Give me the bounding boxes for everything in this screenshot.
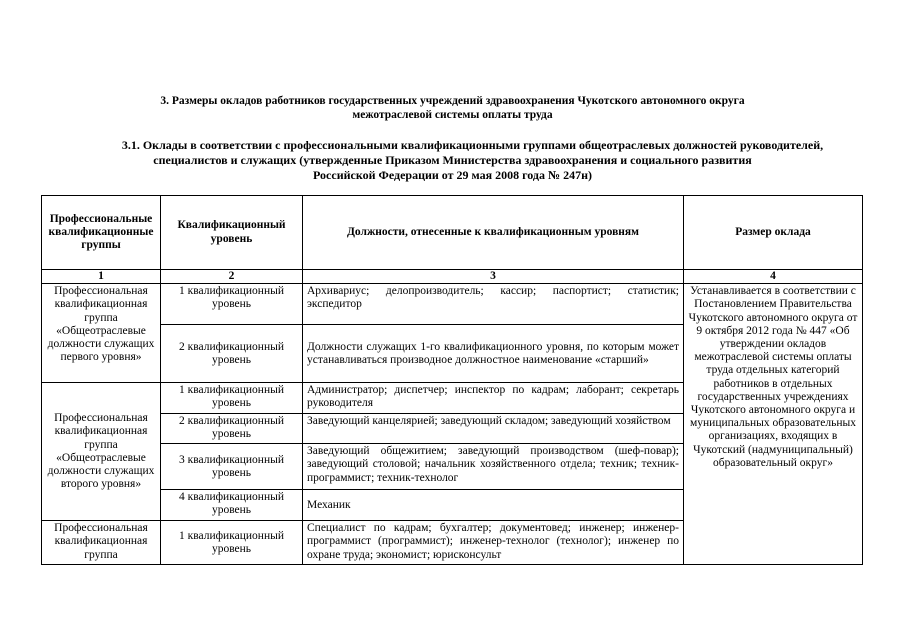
subsection-title-line2: специалистов и служащих (утвержденные Приказом Министерства здравоохранения и социального развития: [153, 153, 752, 167]
column-number: 1: [42, 270, 161, 284]
salary-table: [41, 195, 863, 565]
positions-cell: Заведующий общежитием; заведующий производством (шеф-повар); заведующий столовой; начальник хозяйственного отдела; техник; техник-программист; техник-технолог: [303, 444, 684, 490]
section-title-line1: 3. Размеры окладов работников государственных учреждений здравоохранения Чукотского автономного округа: [160, 95, 745, 107]
column-number: 4: [684, 270, 863, 284]
header-group: Профессиональные квалификационные группы: [42, 196, 161, 270]
positions-cell: Механик: [303, 490, 684, 521]
group-name: Профессиональная квалификационная группа: [42, 521, 161, 565]
level-cell: 1 квалификационный уровень: [161, 383, 303, 414]
level-cell: 4 квалификационный уровень: [161, 490, 303, 521]
level-cell: 1 квалификационный уровень: [161, 284, 303, 325]
subsection-title-line1: 3.1. Оклады в соответствии с профессиональными квалификационными группами общеотраслевых должностей руководителей,: [121, 138, 824, 152]
positions-cell: Должности служащих 1-го квалификационного уровня, по которым может устанавливаться производное должностное наименование «старший»: [303, 325, 684, 383]
positions-cell: Заведующий канцелярией; заведующий складом; заведующий хозяйством: [303, 414, 684, 444]
level-cell: 3 квалификационный уровень: [161, 444, 303, 490]
group-name: Профессиональная квалификационная группа «Общеотраслевые должности служащих первого уровня»: [42, 284, 161, 383]
level-cell: 2 квалификационный уровень: [161, 325, 303, 383]
column-number: 3: [303, 270, 684, 284]
positions-cell: Специалист по кадрам; бухгалтер; документовед; инженер; инженер-программист (программист); инженер-технолог (технолог); инженер по охране труда; экономист; юрисконсульт: [303, 521, 684, 565]
level-cell: 2 квалификационный уровень: [161, 414, 303, 444]
header-salary: Размер оклада: [684, 196, 863, 270]
subsection-title-line3: Российской Федерации от 29 мая 2008 года № 247н): [313, 168, 592, 182]
salary-note: Устанавливается в соответствии с Постановлением Правительства Чукотского автономного округа от 9 октября 2012 года № 447 «Об утверждении окладов межотраслевой системы оплаты труда отдельных категорий работников в отдельных государственных учреждениях Чукотского автономного округа и муниципальных образовательных организациях, входящих в Чукотский (надмуниципальный) образовательный округ»: [684, 284, 863, 565]
column-number-row: [42, 270, 863, 284]
header-positions: Должности, отнесенные к квалификационным уровням: [303, 196, 684, 270]
group-name: Профессиональная квалификационная группа «Общеотраслевые должности служащих второго уровня»: [42, 383, 161, 521]
header-row: [42, 196, 863, 270]
positions-cell: Администратор; диспетчер; инспектор по кадрам; лаборант; секретарь руководителя: [303, 383, 684, 414]
positions-cell: Архивариус; делопроизводитель; кассир; паспортист; статистик; экспедитор: [303, 284, 684, 325]
header-level: Квалификационный уровень: [161, 196, 303, 270]
level-cell: 1 квалификационный уровень: [161, 521, 303, 565]
table-row: [42, 284, 863, 325]
section-title-line2: межотраслевой системы оплаты труда: [352, 109, 553, 121]
column-number: 2: [161, 270, 303, 284]
